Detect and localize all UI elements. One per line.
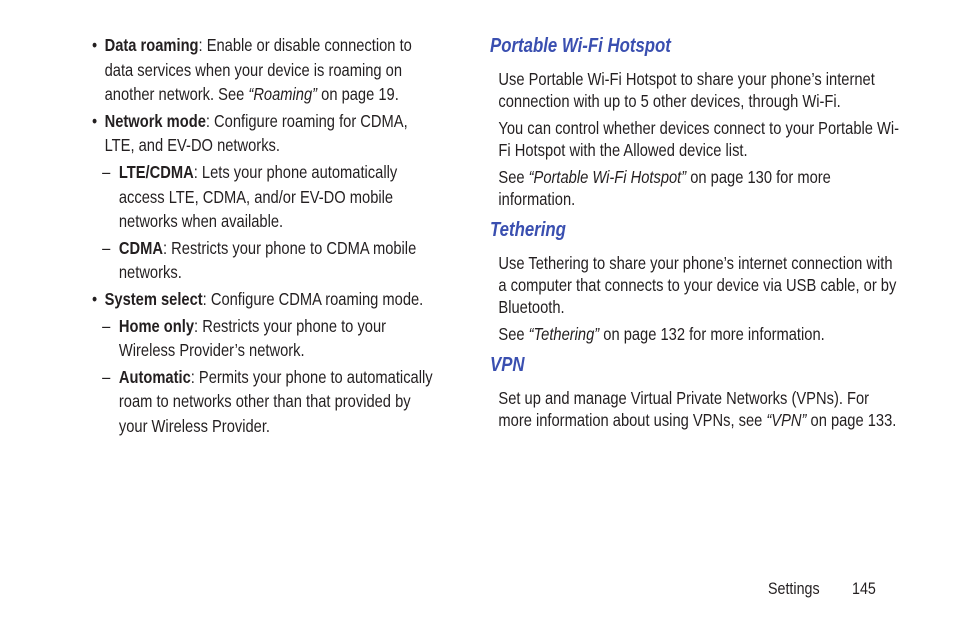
cross-reference: “Portable Wi-Fi Hotspot” [528, 167, 687, 187]
text: on page 133. [806, 410, 897, 430]
bullet: • [92, 110, 98, 131]
list-item-automatic [92, 365, 441, 439]
description: : Configure roaming for CDMA, LTE, and EV-DO networks. [104, 110, 408, 156]
description: : Lets your phone automatically access LTE, CDMA, and/or EV-DO mobile networks when available. [118, 161, 398, 232]
section-heading: Portable Wi-Fi Hotspot [490, 35, 671, 57]
list-item-network-mode [92, 109, 441, 158]
term: Automatic [118, 366, 191, 387]
paragraph [498, 166, 900, 210]
page-number: 145 [852, 579, 876, 598]
text: on page 132 for more information. [599, 324, 825, 344]
list-item-data-roaming [92, 33, 441, 107]
list-item-cdma [92, 236, 441, 285]
right-column [490, 33, 900, 438]
dash: – [102, 237, 111, 258]
paragraph: Use Tethering to share your phone’s internet connection with a computer that connects to your device via USB cable, or by Bluetooth. [498, 253, 897, 317]
term: CDMA [118, 237, 163, 258]
term: LTE/CDMA [118, 161, 194, 182]
dash: – [102, 161, 111, 182]
section-heading: Tethering [490, 219, 566, 241]
description: : Restricts your phone to your Wireless Provider’s network. [118, 315, 387, 361]
section-heading: VPN [490, 354, 525, 376]
description: on page 19. [317, 84, 399, 105]
text: on page 130 for more information. [498, 167, 831, 209]
text: See [498, 324, 529, 344]
bullet: • [92, 35, 98, 55]
term: Home only [118, 315, 195, 336]
description: : Configure CDMA roaming mode. [202, 288, 424, 309]
text: Set up and manage Virtual Private Networks (VPNs). For more information about using VPNs, see [498, 388, 870, 430]
footer-section-name: Settings [768, 579, 820, 598]
description: : Restricts your phone to CDMA mobile networks. [118, 237, 417, 283]
paragraph [498, 323, 900, 345]
term: Data roaming [104, 35, 199, 55]
dash: – [102, 366, 111, 387]
paragraph: Use Portable Wi-Fi Hotspot to share your phone’s internet connection with up to 5 other devices, through Wi-Fi. [498, 69, 875, 111]
term: System select [104, 288, 203, 309]
cross-reference: “Tethering” [528, 324, 600, 344]
section-hotspot [490, 33, 900, 210]
term: Network mode [104, 110, 206, 131]
list-item-system-select [92, 287, 441, 312]
cross-reference: “Roaming” [248, 84, 318, 105]
list-item-lte-cdma [92, 160, 441, 234]
paragraph: You can control whether devices connect to your Portable Wi-Fi Hotspot with the Allowed device list. [498, 118, 900, 160]
dash: – [102, 315, 111, 336]
paragraph [498, 387, 900, 431]
description: : Permits your phone to automatically roam to networks other than that provided by your Wireless Provider. [118, 366, 433, 436]
cross-reference: “VPN” [766, 410, 807, 430]
text: See [498, 167, 529, 187]
left-column [92, 33, 441, 441]
section-tethering [490, 217, 900, 345]
section-vpn [490, 352, 900, 431]
bullet: • [92, 288, 98, 309]
description: : Enable or disable connection to data services when your device is roaming on another network. See [104, 35, 412, 105]
list-item-home-only [92, 314, 441, 363]
